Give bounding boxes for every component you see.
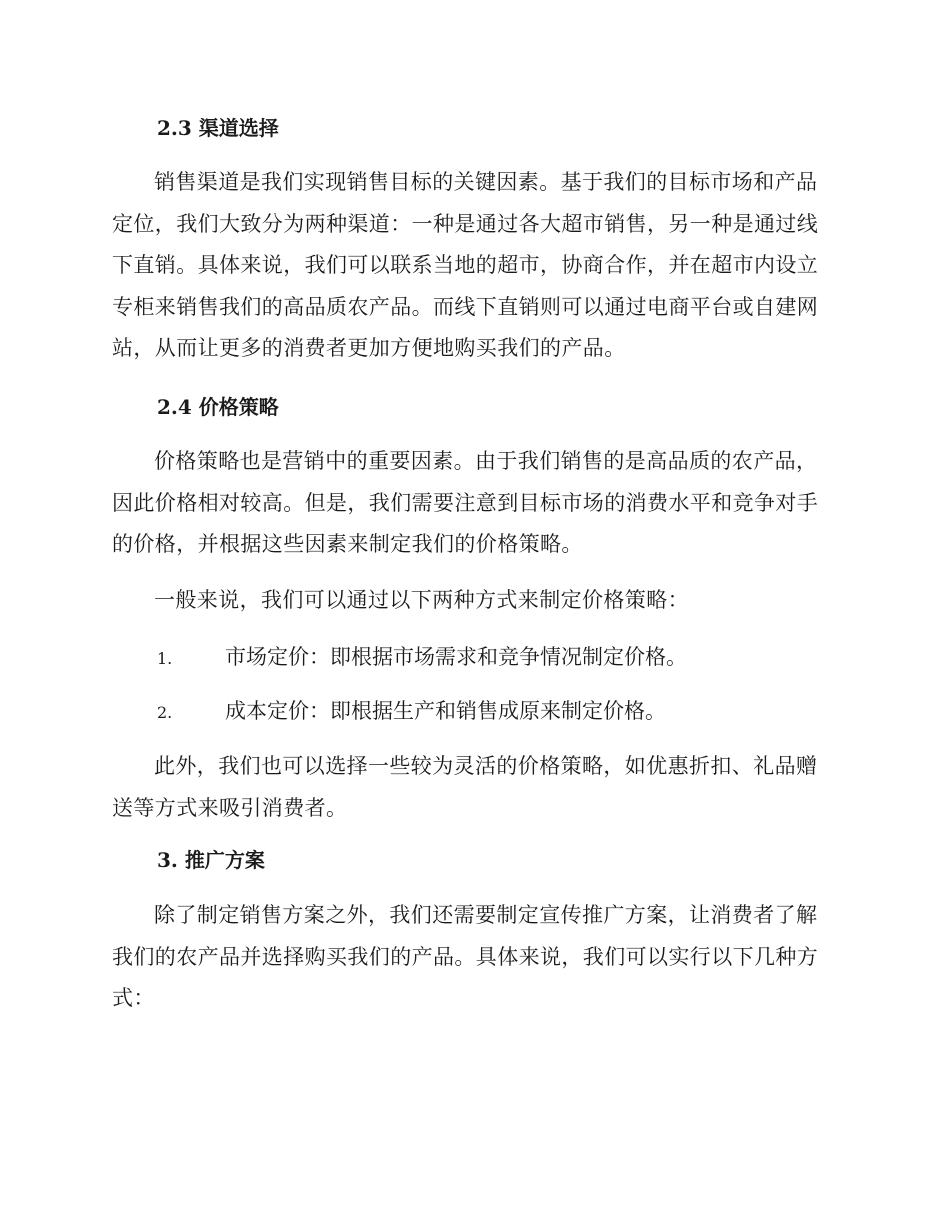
paragraph-promotion-plan: 除了制定销售方案之外，我们还需要制定宣传推广方案，让消费者了解我们的农产品并选择购买我们的产品。具体来说，我们可以实行以下几种方式： <box>112 903 819 1010</box>
paragraph-pricing-strategy: 价格策略也是营销中的重要因素。由于我们销售的是高品质的农产品，因此价格相对较高。但是，我们需要注意到目标市场的消费水平和竞争对手的价格，并根据这些因素来制定我们的价格策略。 <box>112 449 819 556</box>
list-item-text: 市场定价：即根据市场需求和竞争情况制定价格。 <box>225 645 687 669</box>
list-item-text: 成本定价：即根据生产和销售成原来制定价格。 <box>225 699 666 723</box>
paragraph-pricing-methods-intro: 一般来说，我们可以通过以下两种方式来制定价格策略： <box>154 588 689 612</box>
section-heading-2-4: 2.4 价格策略 <box>157 395 279 419</box>
paragraph-flexible-pricing: 此外，我们也可以选择一些较为灵活的价格策略，如优惠折扣、礼品赠送等方式来吸引消费者。 <box>112 754 818 820</box>
section-heading-2-3: 2.3 渠道选择 <box>157 116 279 140</box>
list-item <box>157 696 666 728</box>
list-item-number: 2. <box>157 703 173 722</box>
paragraph-channel-selection: 销售渠道是我们实现销售目标的关键因素。基于我们的目标市场和产品定位，我们大致分为两种渠道：一种是通过各大超市销售，另一种是通过线下直销。具体来说，我们可以联系当地的超市，协商合作，并在超市内设立专柜来销售我们的高品质农产品。而线下直销则可以通过电商平台或自建网站，从而让更多的消费者更加方便地购买我们的产品。 <box>112 170 819 360</box>
section-heading-3: 3. 推广方案 <box>157 848 265 872</box>
list-item <box>157 642 687 674</box>
list-item-number: 1. <box>157 649 173 668</box>
